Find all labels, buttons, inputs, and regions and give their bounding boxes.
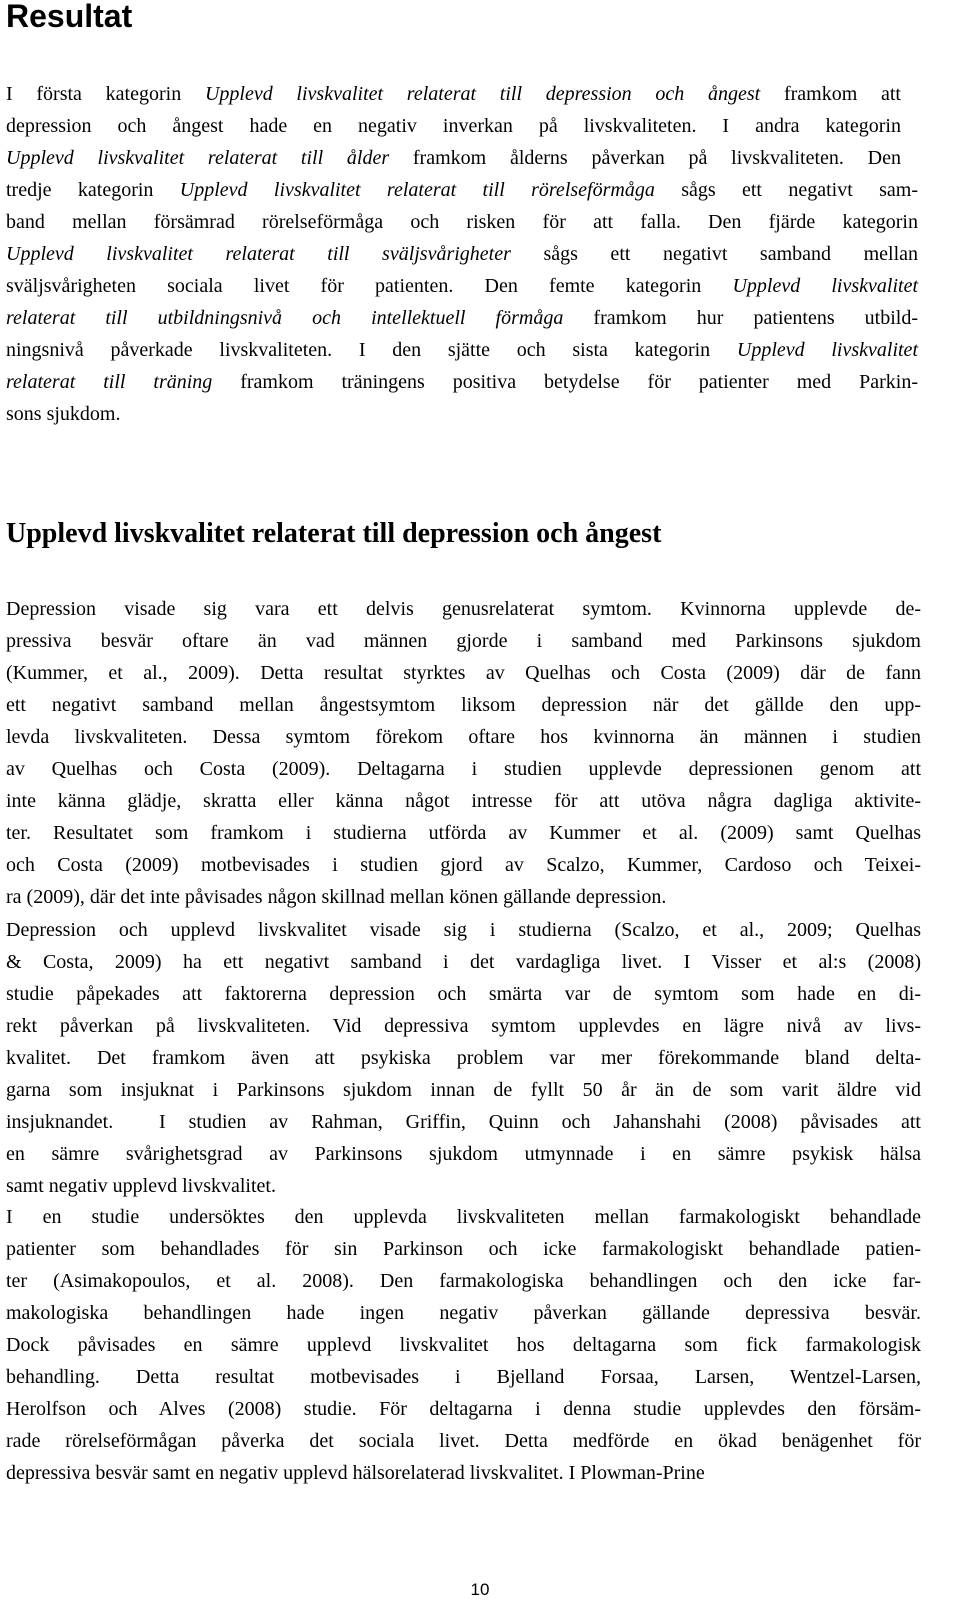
text-segment: ningsnivå påverkade livskvaliteten. I den sjätte och sista kategorin <box>6 339 737 361</box>
text-line <box>6 1393 921 1425</box>
text-segment: garna som insjuknat i Parkinsons sjukdom innan de fyllt 50 år än de som varit äldre vid <box>6 1079 921 1101</box>
intro-paragraph <box>6 78 918 430</box>
text-segment: och Costa (2009) motbevisades i studien gjord av Scalzo, Kummer, Cardoso och Teixei- <box>6 854 921 876</box>
text-line <box>6 753 921 785</box>
text-segment: rekt påverkan på livskvaliteten. Vid depressiva symtom upplevdes en lägre nivå av livs- <box>6 1015 921 1037</box>
text-segment: ra (2009), där det inte påvisades någon skillnad mellan könen gällande depression. <box>6 886 667 908</box>
text-line <box>6 1138 921 1170</box>
text-line <box>6 689 921 721</box>
text-line <box>6 334 918 366</box>
text-line <box>6 174 918 206</box>
text-segment: patienter som behandlades för sin Parkinson och icke farmakologiskt behandlade patien- <box>6 1238 921 1260</box>
text-segment: levda livskvaliteten. Dessa symtom förekom oftare hos kvinnorna än männen i studien <box>6 726 921 748</box>
text-line <box>6 238 918 270</box>
text-segment: framkom att <box>760 83 901 105</box>
text-segment: sågs ett negativt samband mellan <box>510 243 918 265</box>
text-segment: framkom ålderns påverkan på livskvaliteten. Den <box>389 147 901 169</box>
text-line <box>6 1074 921 1106</box>
category-title-italic: Upplevd livskvalitet relaterat till ålder <box>6 147 390 169</box>
text-segment: framkom hur patientens utbild- <box>563 307 919 329</box>
text-segment: Depression visade sig vara ett delvis genusrelaterat symtom. Kvinnorna upplevde de- <box>6 598 921 620</box>
category-title-italic: Upplevd livskvalitet <box>736 339 918 361</box>
text-segment: studie påpekades att faktorerna depression och smärta var de symtom som hade en di- <box>6 983 921 1005</box>
category-title-italic: relaterat till träning <box>6 371 213 393</box>
text-segment: I en studie undersöktes den upplevda livskvaliteten mellan farmakologiskt behandlade <box>6 1206 921 1228</box>
text-segment: depression och ångest hade en negativ inverkan på livskvaliteten. I andra kategorin <box>6 115 901 137</box>
text-line <box>6 1425 921 1457</box>
text-line <box>6 1106 921 1138</box>
body-paragraph-1 <box>6 593 921 913</box>
text-line <box>6 593 921 625</box>
text-line <box>6 1042 921 1074</box>
text-segment: Dock påvisades en sämre upplevd livskvalitet hos deltagarna som fick farmakologisk <box>6 1334 921 1356</box>
text-segment: kvalitet. Det framkom även att psykiska problem var mer förekommande bland delta- <box>6 1047 921 1069</box>
text-line <box>6 78 901 110</box>
text-segment: (Kummer, et al., 2009). Detta resultat styrktes av Quelhas och Costa (2009) där de fann <box>6 662 921 684</box>
text-line <box>6 1201 921 1233</box>
category-title-italic: Upplevd livskvalitet relaterat till sväljsvårigheter <box>6 243 511 265</box>
text-line <box>6 1010 921 1042</box>
text-segment: I första kategorin <box>6 83 205 105</box>
text-line <box>6 625 921 657</box>
text-segment: insjuknandet. I studien av Rahman, Griffin, Quinn och Jahanshahi (2008) påvisades att <box>6 1111 921 1133</box>
text-line <box>6 302 918 334</box>
text-line <box>6 849 921 881</box>
text-line <box>6 881 921 913</box>
text-segment: depressiva besvär samt en negativ upplevd hälsorelaterad livskvalitet. I Plowman-Prine <box>6 1462 705 1484</box>
text-segment: ter. Resultatet som framkom i studierna utförda av Kummer et al. (2009) samt Quelhas <box>6 822 921 844</box>
text-segment: av Quelhas och Costa (2009). Deltagarna i studien upplevde depressionen genom att <box>6 758 921 780</box>
text-line <box>6 1361 921 1393</box>
text-segment: samt negativ upplevd livskvalitet. <box>6 1175 276 1197</box>
text-line <box>6 817 921 849</box>
category-title-italic: Upplevd livskvalitet relaterat till rörelseförmåga <box>179 179 655 201</box>
text-segment: tredje kategorin <box>6 179 180 201</box>
text-line <box>6 398 918 430</box>
text-line <box>6 110 901 142</box>
text-segment: ter (Asimakopoulos, et al. 2008). Den farmakologiska behandlingen och den icke far- <box>6 1270 921 1292</box>
body-paragraph-3 <box>6 1201 921 1489</box>
text-segment: ett negativt samband mellan ångestsymtom liksom depression när det gällde den upp- <box>6 694 921 716</box>
text-line <box>6 1233 921 1265</box>
text-line <box>6 1329 921 1361</box>
text-line <box>6 366 918 398</box>
text-segment: inte känna glädje, skratta eller känna något intresse för att utöva några dagliga aktivite- <box>6 790 921 812</box>
body-paragraph-2 <box>6 914 921 1202</box>
text-line <box>6 1297 921 1329</box>
category-title-italic: Upplevd livskvalitet relaterat till depression och ångest <box>204 83 761 105</box>
text-segment: band mellan försämrad rörelseförmåga och risken för att falla. Den fjärde kategorin <box>6 211 918 233</box>
text-line <box>6 1457 921 1489</box>
text-line <box>6 142 901 174</box>
text-line <box>6 785 921 817</box>
text-line <box>6 657 921 689</box>
text-line <box>6 946 921 978</box>
text-segment: sågs ett negativt sam- <box>654 179 919 201</box>
text-segment: behandling. Detta resultat motbevisades i Bjelland Forsaa, Larsen, Wentzel-Larsen, <box>6 1366 921 1388</box>
category-title-italic: relaterat till utbildningsnivå och intellektuell förmåga <box>6 307 564 329</box>
text-line <box>6 270 918 302</box>
category-title-italic: Upplevd livskvalitet <box>732 275 918 297</box>
text-segment: pressiva besvär oftare än vad männen gjorde i samband med Parkinsons sjukdom <box>6 630 921 652</box>
text-segment: sons sjukdom. <box>6 403 121 425</box>
text-segment: rade rörelseförmågan påverka det sociala livet. Detta medförde en ökad benägenhet för <box>6 1430 921 1452</box>
page-number: 10 <box>470 1580 490 1599</box>
text-line <box>6 721 921 753</box>
text-line <box>6 1170 921 1202</box>
text-line <box>6 206 918 238</box>
text-segment: en sämre svårighetsgrad av Parkinsons sjukdom utmynnade i en sämre psykisk hälsa <box>6 1143 921 1165</box>
text-line <box>6 1265 921 1297</box>
text-segment: makologiska behandlingen hade ingen negativ påverkan gällande depressiva besvär. <box>6 1302 921 1324</box>
text-line <box>6 978 921 1010</box>
text-segment: sväljsvårigheten sociala livet för patienten. Den femte kategorin <box>6 275 733 297</box>
text-segment: Depression och upplevd livskvalitet visade sig i studierna (Scalzo, et al., 2009; Quelhas <box>6 919 921 941</box>
text-line <box>6 914 921 946</box>
section-heading: Resultat <box>6 0 133 34</box>
text-segment: framkom träningens positiva betydelse för patienter med Parkin- <box>212 371 918 393</box>
text-segment: & Costa, 2009) ha ett negativt samband i det vardagliga livet. I Visser et al:s (2008) <box>6 951 921 973</box>
subsection-heading: Upplevd livskvalitet relaterat till depression och ångest <box>6 518 662 549</box>
text-segment: Herolfson och Alves (2008) studie. För deltagarna i denna studie upplevdes den försäm- <box>6 1398 921 1420</box>
